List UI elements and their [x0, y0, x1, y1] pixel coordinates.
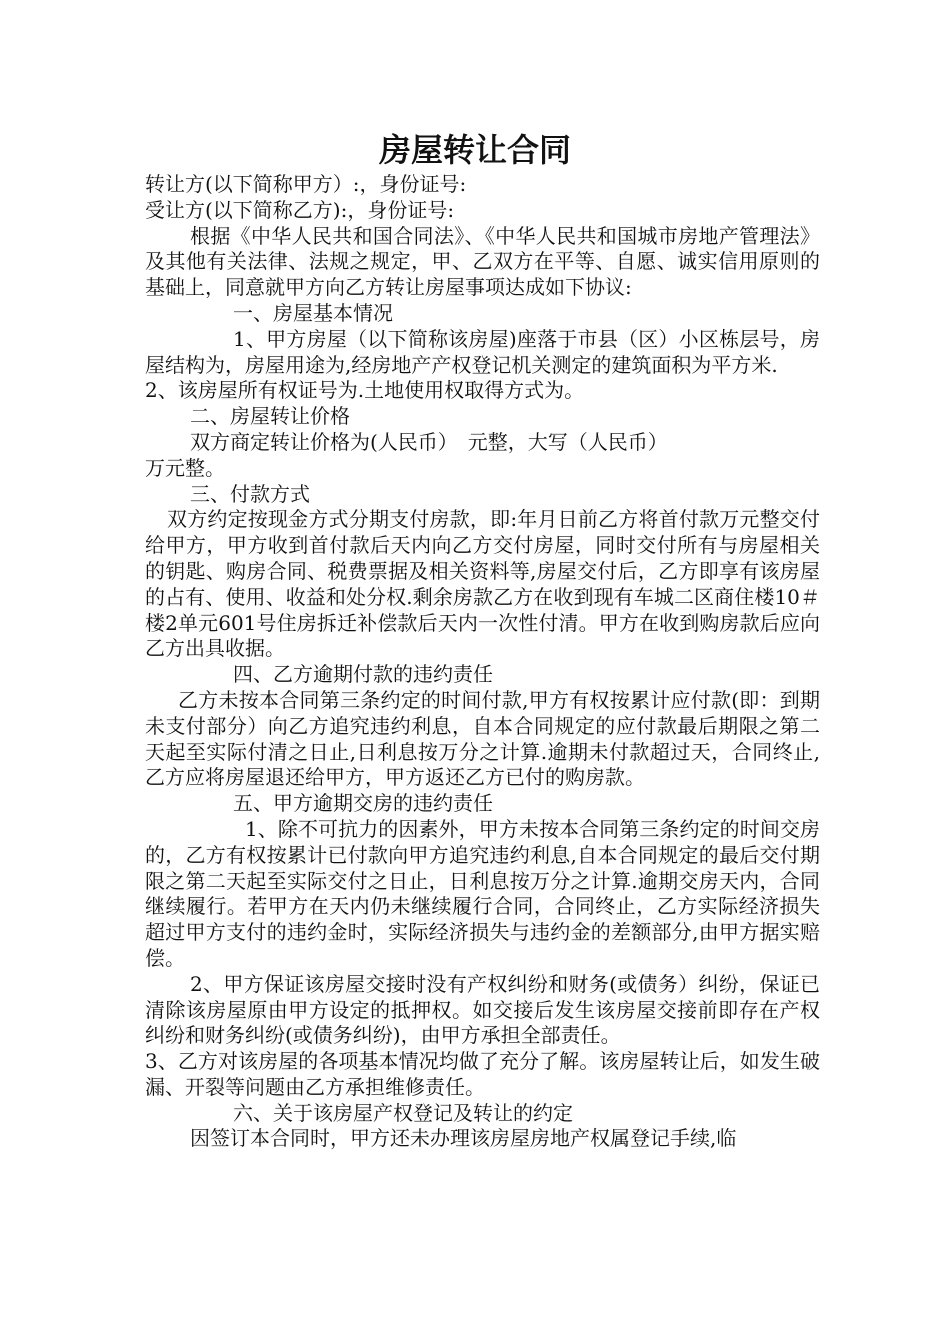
clause-1-2: 2、该房屋所有权证号为.土地使用权取得方式为。: [145, 378, 585, 403]
price-line-end: 万元整。: [145, 455, 225, 480]
section-heading-2: 二、房屋转让价格: [190, 404, 350, 429]
clause-5-2: 2、甲方保证该房屋交接时没有产权纠纷和财务(或债务）纠纷，保证已清除该房屋原由甲方设定的抵押权。如交接后发生该房屋交接前即存在产权纠纷和财务纠纷(或债务纠纷)，由甲方承担全部责任。: [145, 971, 820, 1048]
registration-paragraph: 因签订本合同时，甲方还未办理该房屋房地产权属登记手续,临: [190, 1126, 737, 1151]
section-heading-3: 三、付款方式: [190, 481, 310, 506]
document-title: 房屋转让合同: [378, 131, 571, 169]
payment-paragraph: 双方约定按现金方式分期支付房款，即:年月日前乙方将首付款万元整交付给甲方，甲方收到首付款后天内向乙方交付房屋，同时交付所有与房屋相关的钥匙、购房合同、税费票据及相关资料等,房屋交付后，乙方即享有该房屋的占有、使用、收益和处分权.剩余房款乙方在收到现有车城二区商住楼10＃楼2单元601号住房拆迁补偿款后天内一次性付清。甲方在收到购房款后应向乙方出具收据。: [145, 507, 820, 661]
section-heading-1: 一、房屋基本情况: [233, 300, 393, 325]
preamble-paragraph: 根据《中华人民共和国合同法》、《中华人民共和国城市房地产管理法》及其他有关法律、法规之规定，甲、乙双方在平等、自愿、诚实信用原则的基础上，同意就甲方向乙方转让房屋事项达成如下协议:: [145, 223, 820, 300]
section-heading-5: 五、甲方逾期交房的违约责任: [233, 791, 493, 816]
clause-1-1: 1、甲方房屋（以下简称该房屋)座落于市县（区）小区栋层号，房屋结构为，房屋用途为,经房地产产权登记机关测定的建筑面积为平方米.: [145, 326, 820, 377]
clause-5-3: 3、乙方对该房屋的各项基本情况均做了充分了解。该房屋转让后，如发生破漏、开裂等问题由乙方承担维修责任。: [145, 1049, 820, 1099]
late-payment-paragraph: 乙方未按本合同第三条约定的时间付款,甲方有权按累计应付款(即：到期未支付部分）向乙方追究违约利息，自本合同规定的应付款最后期限之第二天起至实际付清之日止,日利息按万分之计算.逾期未付款超过天，合同终止,乙方应将房屋退还给甲方，甲方返还乙方已付的购房款。: [145, 687, 820, 790]
section-heading-6: 六、关于该房屋产权登记及转让的约定: [233, 1100, 573, 1125]
transferee-line: 受让方(以下简称乙方):，身份证号:: [145, 197, 455, 222]
transferor-line: 转让方(以下简称甲方）:，身份证号:: [145, 172, 467, 196]
clause-5-1: 1、除不可抗力的因素外，甲方未按本合同第三条约定的时间交房的，乙方有权按累计已付款向甲方追究违约利息,自本合同规定的最后交付期限之第二天起至实际交付之日止，日利息按万分之计算.逾期交房天内，合同继续履行。若甲方在天内仍未继续履行合同，合同终止，乙方实际经济损失超过甲方支付的违约金时，实际经济损失与违约金的差额部分,由甲方据实赔偿。: [145, 816, 820, 970]
price-line: 双方商定转让价格为(人民币） 元整，大写（人民币）: [190, 429, 668, 454]
document-body: [145, 172, 820, 1152]
section-heading-4: 四、乙方逾期付款的违约责任: [233, 662, 493, 687]
